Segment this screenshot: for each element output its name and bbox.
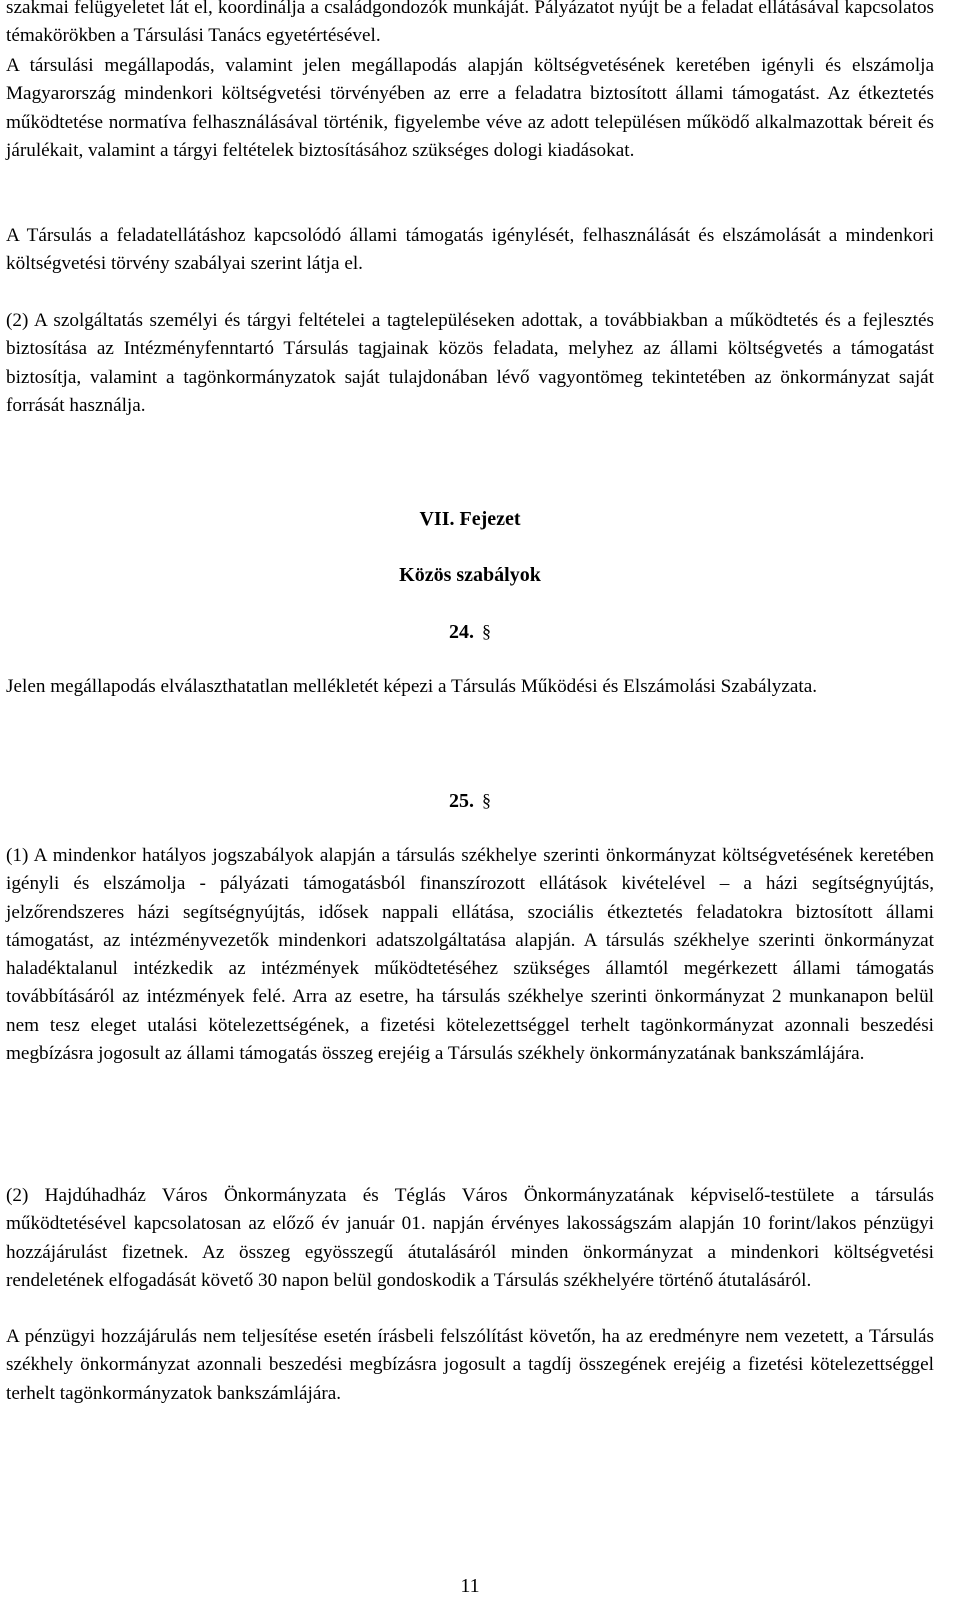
chapter-title: Közös szabályok bbox=[399, 564, 541, 586]
paragraph-non-payment: A pénzügyi hozzájárulás nem teljesítése esetén írásbeli felszólítást követőn, ha az eredményre nem vezetett, a Társulás székhely önkormányzat azonnali beszedési megbízásra jogosult a tagdíj összegének erejéig a fizetési kötelezettséggel terhelt tagönkormányzatok bankszámlájára. bbox=[6, 1326, 934, 1404]
paragraph-service-conditions: (2) A szolgáltatás személyi és tárgyi feltételei a tagtelepüléseken adottak, a továbbiakban a működtetés és a fejlesztés biztosítása az Intézményfenntartó Társulás tagjainak közös feladata, melyhez az állami költségvetés a támogatást biztosítja, valamint a tagönkormányzatok saját tulajdonában lévő vagyontömeg tekintetében az önkormányzat saját forrását használja. bbox=[6, 310, 934, 416]
section-number: 25. bbox=[449, 790, 474, 812]
section-25-heading bbox=[0, 786, 940, 815]
paragraph-financial-contribution: (2) Hajdúhadház Város Önkormányzata és Téglás Város Önkormányzatának képviselő-testülete a társulás működtetésével kapcsolatosan az előző év január 01. napján érvényes lakosságszám alapján 10 forint/lakos pénzügyi hozzájárulást fizetnek. Az összeg egyösszegű átutalásáról minden önkormányzat a mindenkori költségvetési rendeletének elfogadását követő 30 napon belül gondoskodik a Társulás székhelyére történő átutalásáról. bbox=[6, 1185, 934, 1291]
paragraph-annex: Jelen megállapodás elválaszthatatlan mellékletét képezi a Társulás Működési és Elszámolási Szabályzata. bbox=[6, 676, 818, 697]
chapter-heading: VII. Fejezet bbox=[419, 508, 521, 530]
paragraph-seat-municipality: (1) A mindenkor hatályos jogszabályok alapján a társulás székhelye szerinti önkormányzat költségvetésének keretében igényli és elszámolja - pályázati támogatásból finanszírozott ellátások kivételével – a házi segítségnyújtás, jelzőrendszeres házi segítségnyújtás, idősek nappali ellátása, szociális étkeztetés feladatokra biztosított állami támogatást, az intézményvezetők mindenkori adatszolgáltatása alapján. A társulás székhelye szerinti önkormányzat haladéktalanul intézkedik az intézmények működtetéséhez szükséges államtól megérkezett állami támogatás továbbításáról az intézmények felé. Arra az esetre, ha társulás székhelye szerinti önkormányzat 2 munkanapon belül nem tesz eleget utalási kötelezettségének, a fizetési kötelezettséggel terhelt tagönkormányzat azonnali beszedési megbízásra jogosult az állami támogatás összeg erejéig a Társulás székhely önkormányzatának bankszámlájára. bbox=[6, 845, 934, 1065]
page-number: 11 bbox=[460, 1575, 480, 1597]
paragraph-supervision: szakmai felügyeletet lát el, koordinálja a családgondozók munkáját. Pályázatot nyújt be a feladat ellátásával kapcsolatos témakörökben a Társulási Tanács egyetértésével. bbox=[6, 0, 934, 47]
paragraph-state-support-claim: A Társulás a feladatellátáshoz kapcsolódó állami támogatás igénylését, felhasználását és elszámolását a mindenkori költségvetési törvény szabályai szerint látja el. bbox=[6, 225, 934, 275]
section-number: 24. bbox=[449, 621, 474, 643]
section-sign-icon: § bbox=[482, 621, 491, 641]
paragraph-budget-support: A társulási megállapodás, valamint jelen megállapodás alapján költségvetésének keretében igényli és elszámolja Magyarország mindenkori költségvetési törvényében az erre a feladatra biztosított állami támogatást. Az étkeztetés működtetése normatíva felhasználásával történik, figyelembe véve az adott településen működő alkalmazottak béreit és járulékait, valamint a tárgyi feltételek biztosításához szükséges dologi kiadásokat. bbox=[6, 55, 934, 161]
section-sign-icon: § bbox=[482, 790, 491, 810]
section-24-heading bbox=[0, 617, 940, 646]
